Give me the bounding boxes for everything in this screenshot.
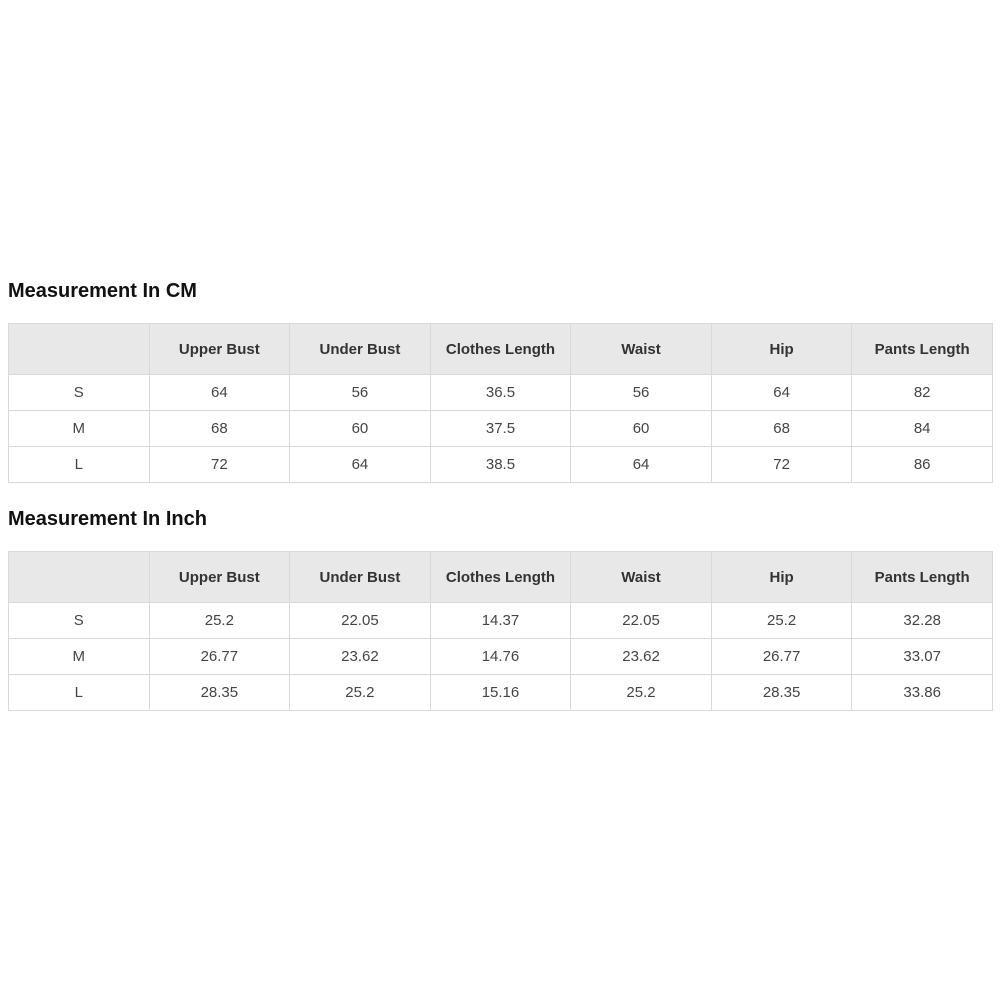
size-cell: S <box>9 603 150 639</box>
cm-size-table <box>8 323 993 483</box>
table-row <box>9 375 993 411</box>
under-bust-cell: 25.2 <box>290 675 431 711</box>
waist-cell: 25.2 <box>571 675 712 711</box>
clothes-length-cell: 37.5 <box>430 411 571 447</box>
hip-cell: 72 <box>711 447 852 483</box>
table-row <box>9 447 993 483</box>
header-hip: Hip <box>711 552 852 603</box>
waist-cell: 56 <box>571 375 712 411</box>
cm-measurement-section <box>8 276 993 473</box>
under-bust-cell: 23.62 <box>290 639 431 675</box>
upper-bust-cell: 64 <box>149 375 290 411</box>
clothes-length-cell: 38.5 <box>430 447 571 483</box>
table-header-row <box>9 324 993 375</box>
size-cell: S <box>9 375 150 411</box>
clothes-length-cell: 15.16 <box>430 675 571 711</box>
waist-cell: 60 <box>571 411 712 447</box>
header-pants-length: Pants Length <box>852 552 993 603</box>
hip-cell: 28.35 <box>711 675 852 711</box>
hip-cell: 64 <box>711 375 852 411</box>
inch-section-title: Measurement In Inch <box>8 508 207 530</box>
size-cell: L <box>9 675 150 711</box>
pants-length-cell: 86 <box>852 447 993 483</box>
pants-length-cell: 84 <box>852 411 993 447</box>
header-under-bust: Under Bust <box>290 324 431 375</box>
table-row <box>9 411 993 447</box>
under-bust-cell: 64 <box>290 447 431 483</box>
hip-cell: 25.2 <box>711 603 852 639</box>
clothes-length-cell: 14.37 <box>430 603 571 639</box>
upper-bust-cell: 25.2 <box>149 603 290 639</box>
pants-length-cell: 33.07 <box>852 639 993 675</box>
header-clothes-length: Clothes Length <box>430 552 571 603</box>
hip-cell: 26.77 <box>711 639 852 675</box>
hip-cell: 68 <box>711 411 852 447</box>
size-cell: M <box>9 639 150 675</box>
waist-cell: 64 <box>571 447 712 483</box>
header-hip: Hip <box>711 324 852 375</box>
waist-cell: 22.05 <box>571 603 712 639</box>
clothes-length-cell: 14.76 <box>430 639 571 675</box>
size-cell: M <box>9 411 150 447</box>
size-cell: L <box>9 447 150 483</box>
inch-size-table <box>8 551 993 711</box>
under-bust-cell: 22.05 <box>290 603 431 639</box>
waist-cell: 23.62 <box>571 639 712 675</box>
table-row <box>9 675 993 711</box>
header-clothes-length: Clothes Length <box>430 324 571 375</box>
header-size <box>9 552 150 603</box>
upper-bust-cell: 26.77 <box>149 639 290 675</box>
pants-length-cell: 82 <box>852 375 993 411</box>
upper-bust-cell: 68 <box>149 411 290 447</box>
header-upper-bust: Upper Bust <box>149 324 290 375</box>
table-header-row <box>9 552 993 603</box>
header-under-bust: Under Bust <box>290 552 431 603</box>
header-upper-bust: Upper Bust <box>149 552 290 603</box>
upper-bust-cell: 72 <box>149 447 290 483</box>
inch-measurement-section <box>8 504 993 701</box>
table-row <box>9 639 993 675</box>
header-pants-length: Pants Length <box>852 324 993 375</box>
upper-bust-cell: 28.35 <box>149 675 290 711</box>
header-size <box>9 324 150 375</box>
pants-length-cell: 33.86 <box>852 675 993 711</box>
under-bust-cell: 60 <box>290 411 431 447</box>
header-waist: Waist <box>571 552 712 603</box>
table-row <box>9 603 993 639</box>
pants-length-cell: 32.28 <box>852 603 993 639</box>
clothes-length-cell: 36.5 <box>430 375 571 411</box>
under-bust-cell: 56 <box>290 375 431 411</box>
header-waist: Waist <box>571 324 712 375</box>
cm-section-title: Measurement In CM <box>8 280 197 302</box>
